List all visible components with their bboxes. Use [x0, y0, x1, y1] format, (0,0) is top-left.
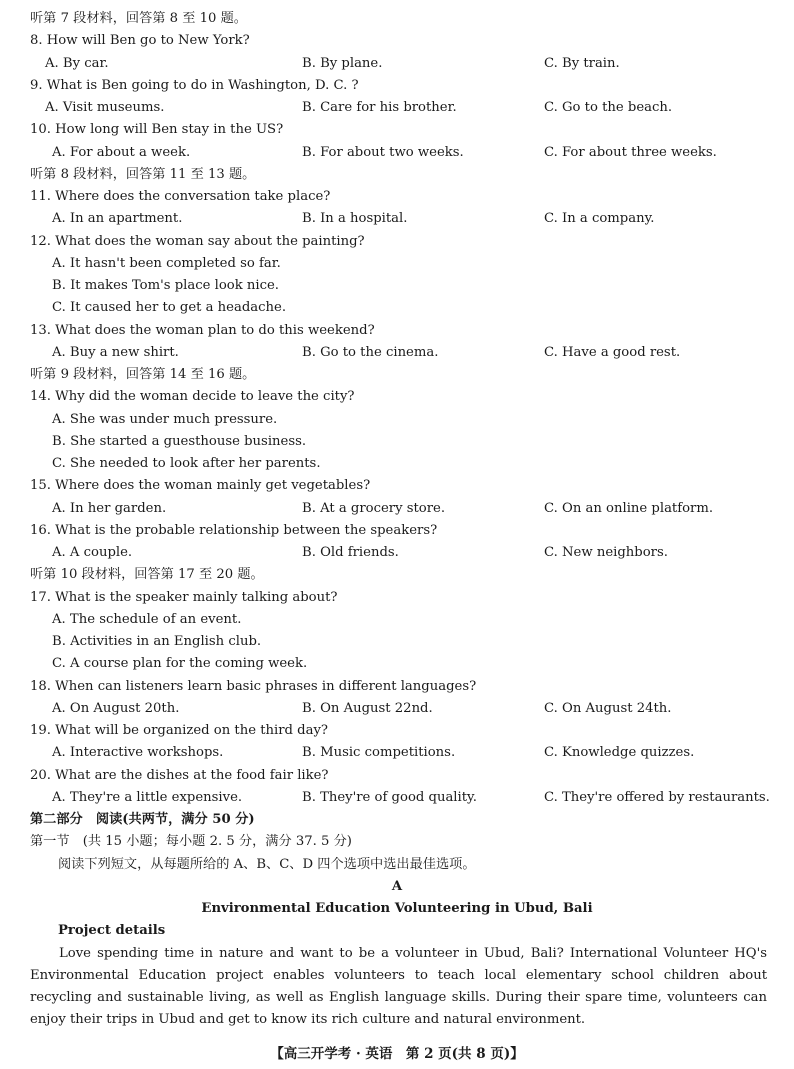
options-row	[0, 208, 794, 230]
option-a: A. The schedule of an event.	[52, 611, 242, 627]
section-heading	[0, 164, 794, 186]
option-b: B. At a grocery store.	[302, 500, 446, 516]
option-a: A. Interactive workshops.	[52, 745, 224, 761]
options-row	[0, 53, 794, 75]
option-b: B. By plane.	[302, 55, 383, 71]
question-13: 13. What does the woman plan to do this weekend?	[30, 322, 375, 338]
question-row	[0, 186, 794, 208]
instruction-row	[0, 854, 794, 876]
option-b: B. Go to the cinema.	[302, 344, 439, 360]
option-c: C. Have a good rest.	[544, 344, 681, 360]
question-row	[0, 587, 794, 609]
options-row	[0, 342, 794, 364]
question-row	[0, 75, 794, 97]
question-row	[0, 30, 794, 52]
section-heading	[0, 564, 794, 586]
options-row	[0, 498, 794, 520]
page-footer: 【高三开学考 · 英语 第 2 页(共 8 页)】	[270, 1046, 524, 1062]
part-2-title: 第二部分 阅读(共两节，满分 50 分)	[30, 812, 255, 827]
section-heading	[0, 364, 794, 386]
option-row	[0, 297, 794, 319]
reading-instruction: 阅读下列短文，从每题所给的 A、B、C、D 四个选项中选出最佳选项。	[58, 856, 476, 872]
option-a: A. On August 20th.	[52, 700, 180, 716]
question-8: 8. How will Ben go to New York?	[30, 33, 250, 49]
option-c: C. Knowledge quizzes.	[544, 745, 695, 761]
question-row	[0, 231, 794, 253]
options-row	[0, 97, 794, 119]
option-b: B. For about two weeks.	[302, 144, 464, 160]
question-17: 17. What is the speaker mainly talking about?	[30, 589, 338, 605]
question-20: 20. What are the dishes at the food fair like?	[30, 767, 329, 783]
question-row	[0, 765, 794, 787]
article-title: Environmental Education Volunteering in Ubud, Bali	[201, 901, 593, 916]
question-18: 18. When can listeners learn basic phrases in different languages?	[30, 678, 477, 694]
options-row	[0, 698, 794, 720]
option-c: C. By train.	[544, 55, 620, 71]
passage-letter: A	[391, 878, 403, 894]
option-row	[0, 609, 794, 631]
option-b: B. Old friends.	[302, 545, 399, 560]
option-row	[0, 631, 794, 653]
option-a: A. In an apartment.	[52, 211, 183, 227]
section-10-instruction: 听第 10 段材料，回答第 17 至 20 题。	[30, 567, 264, 583]
question-19: 19. What will be organized on the third day?	[30, 723, 328, 738]
option-a: A. For about a week.	[52, 144, 191, 160]
question-16: 16. What is the probable relationship between the speakers?	[30, 522, 438, 538]
option-a: A. They're a little expensive.	[52, 789, 243, 805]
question-row	[0, 119, 794, 141]
option-c: C. Go to the beach.	[544, 100, 673, 115]
question-10: 10. How long will Ben stay in the US?	[30, 122, 284, 138]
section-8-instruction: 听第 8 段材料，回答第 11 至 13 题。	[30, 166, 256, 182]
option-c: C. They're offered by restaurants.	[544, 789, 770, 805]
option-row	[0, 409, 794, 431]
question-14: 14. Why did the woman decide to leave the city?	[30, 389, 355, 405]
section-heading	[0, 831, 794, 853]
question-15: 15. Where does the woman mainly get vegetables?	[30, 478, 371, 494]
option-c: C. She needed to look after her parents.	[52, 456, 321, 471]
question-11: 11. Where does the conversation take place?	[30, 189, 331, 204]
option-a: A. Visit museums.	[45, 100, 165, 115]
exam-page	[0, 8, 794, 1033]
question-row	[0, 676, 794, 698]
question-row	[0, 520, 794, 542]
option-c: C. A course plan for the coming week.	[52, 656, 308, 672]
option-row	[0, 275, 794, 297]
option-c: C. On an online platform.	[544, 500, 714, 516]
option-b: B. On August 22nd.	[302, 700, 433, 716]
section-7-instruction: 听第 7 段材料，回答第 8 至 10 题。	[30, 11, 247, 26]
option-b: B. They're of good quality.	[302, 789, 477, 805]
option-a: A. It hasn't been completed so far.	[52, 255, 281, 271]
article-paragraph: Love spending time in nature and want to be a volunteer in Ubud, Bali? International Volunteer HQ's Environmental Education project enables volunteers to teach local elementary school children about recycling and sustainable living, as well as English language skills. During their spare time, volunteers can enjoy their trips in Ubud and get to know its rich culture and natural environment.	[30, 945, 767, 1028]
project-details-heading: Project details	[58, 923, 166, 939]
options-row	[0, 142, 794, 164]
option-a: A. By car.	[45, 55, 109, 71]
option-row	[0, 253, 794, 275]
option-b: B. She started a guesthouse business.	[52, 433, 307, 449]
option-c: C. It caused her to get a headache.	[52, 300, 287, 316]
question-9: 9. What is Ben going to do in Washington, D. C. ?	[30, 77, 359, 93]
option-b: B. It makes Tom's place look nice.	[52, 278, 279, 293]
option-c: C. For about three weeks.	[544, 144, 717, 160]
option-a: A. Buy a new shirt.	[52, 344, 179, 360]
article-title-row	[0, 898, 794, 920]
subhead-row	[0, 920, 794, 942]
option-a: A. A couple.	[52, 545, 133, 560]
section-heading	[0, 8, 794, 30]
option-a: A. In her garden.	[52, 500, 167, 516]
option-row	[0, 653, 794, 675]
option-b: B. Music competitions.	[302, 745, 456, 761]
option-row	[0, 453, 794, 475]
section-1-title: 第一节 (共 15 小题；每小题 2. 5 分，满分 37. 5 分)	[30, 834, 352, 850]
options-row	[0, 742, 794, 764]
option-b: B. In a hospital.	[302, 211, 408, 227]
option-a: A. She was under much pressure.	[52, 411, 278, 427]
passage-letter-row	[0, 876, 794, 898]
question-row	[0, 386, 794, 408]
part-heading	[0, 809, 794, 831]
options-row	[0, 787, 794, 809]
option-row	[0, 431, 794, 453]
section-9-instruction: 听第 9 段材料，回答第 14 至 16 题。	[30, 367, 256, 382]
question-row	[0, 475, 794, 497]
option-c: C. On August 24th.	[544, 700, 672, 716]
option-b: B. Activities in an English club.	[52, 634, 262, 649]
option-c: C. New neighbors.	[544, 545, 668, 560]
question-row	[0, 320, 794, 342]
options-row	[0, 542, 794, 564]
option-b: B. Care for his brother.	[302, 100, 457, 115]
option-c: C. In a company.	[544, 211, 655, 227]
question-row	[0, 720, 794, 742]
question-12: 12. What does the woman say about the painting?	[30, 233, 365, 249]
